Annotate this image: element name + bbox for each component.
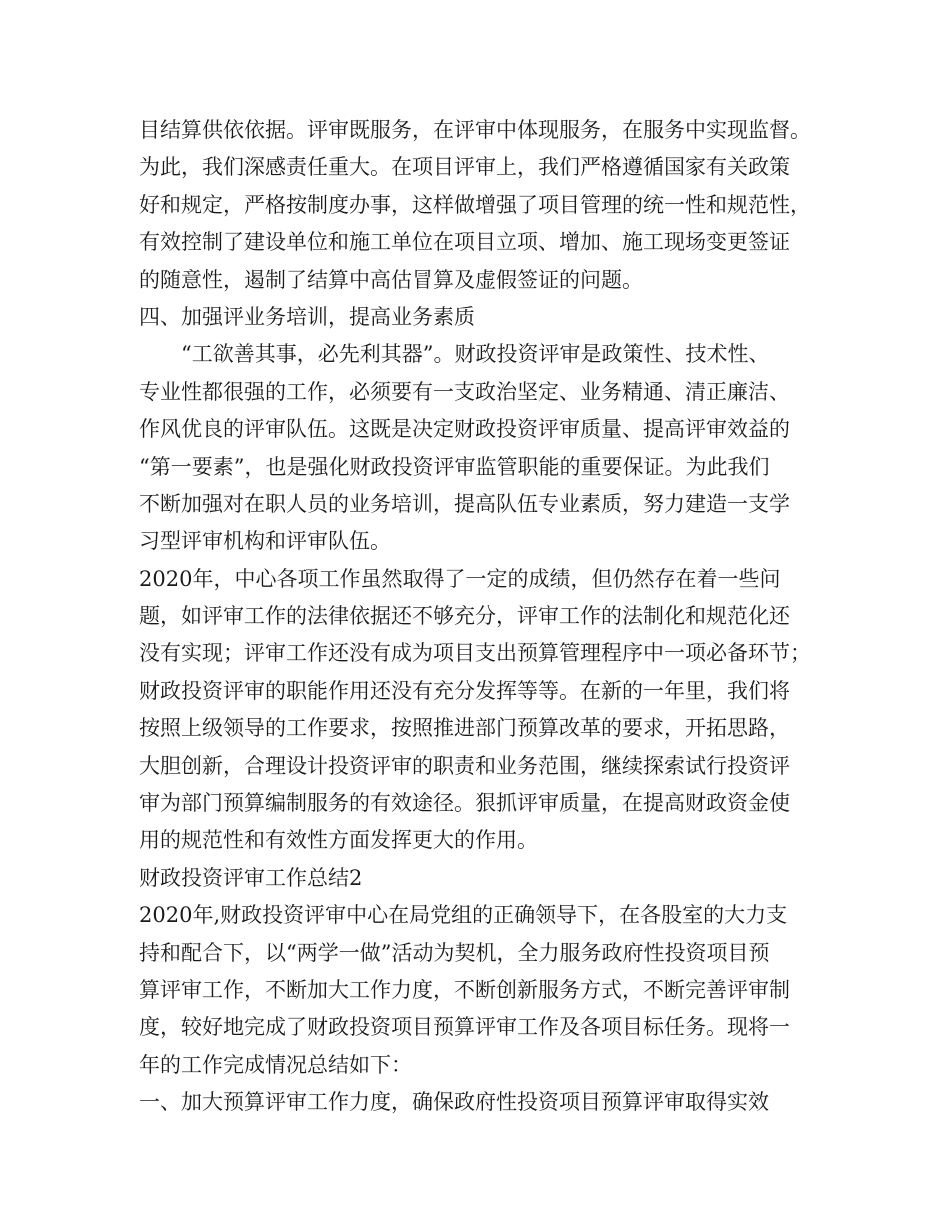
text-line: 算评审工作，不断加大工作力度，不断创新服务方式，不断完善评审制	[139, 977, 790, 1002]
text-line: 有效控制了建设单位和施工单位在项目立项、增加、施工现场变更签证	[139, 230, 790, 255]
text-line: 没有实现；评审工作还没有成为项目支出预算管理程序中一项必备环节；	[139, 641, 811, 666]
text-line: 持和配合下，以“两学一做”活动为契机，全力服务政府性投资项目预	[139, 940, 770, 965]
text-line: 好和规定，严格按制度办事，这样做增强了项目管理的统一性和规范性，	[139, 192, 811, 217]
text-line: 大胆创新，合理设计投资评审的职责和业务范围，继续探索试行投资评	[139, 753, 790, 778]
text-line: 目结算供依依据。评审既服务，在评审中体现服务，在服务中实现监督。	[139, 118, 811, 142]
document-body	[139, 112, 829, 1122]
text-line: 2020年，中心各项工作虽然取得了一定的成绩，但仍然存在着一些问	[139, 566, 781, 591]
text-line: 习型评审机构和评审队伍。	[139, 529, 391, 554]
text-line: 按照上级领导的工作要求，按照推进部门预算改革的要求，开拓思路，	[139, 716, 790, 741]
text-line: 题，如评审工作的法律依据还不够充分，评审工作的法制化和规范化还	[139, 604, 790, 629]
text-line: 为此，我们深感责任重大。在项目评审上，我们严格遵循国家有关政策	[139, 155, 790, 180]
text-line: 年的工作完成情况总结如下：	[139, 1052, 412, 1077]
section-heading: 四、加强评业务培训，提高业务素质	[139, 304, 475, 329]
text-line: 作风优良的评审队伍。这既是决定财政投资评审质量、提高评审效益的	[139, 417, 790, 442]
document-title: 财政投资评审工作总结2	[139, 865, 363, 890]
text-line: 不断加强对在职人员的业务培训，提高队伍专业素质，努力建造一支学	[139, 491, 790, 516]
text-line: 财政投资评审的职能作用还没有充分发挥等等。在新的一年里，我们将	[139, 678, 790, 703]
text-line: 2020年,财政投资评审中心在局党组的正确领导下，在各股室的大力支	[139, 903, 788, 928]
text-line: 度，较好地完成了财政投资项目预算评审工作及各项目标任务。现将一	[139, 1015, 790, 1040]
text-line: 专业性都很强的工作，必须要有一支政治坚定、业务精通、清正廉洁、	[139, 379, 790, 404]
text-line: 的随意性，遏制了结算中高估冒算及虚假签证的问题。	[139, 267, 643, 292]
text-line: “工欲善其事，必先利其器”。财政投资评审是政策性、技术性、	[181, 342, 770, 367]
text-line: “第一要素”，也是强化财政投资评审监管职能的重要保证。为此我们	[139, 454, 770, 479]
text-line: 审为部门预算编制服务的有效途径。狠抓评审质量，在提高财政资金使	[139, 791, 790, 816]
section-heading: 一、加大预算评审工作力度，确保政府性投资项目预算评审取得实效	[139, 1090, 769, 1115]
text-line: 用的规范性和有效性方面发挥更大的作用。	[139, 828, 538, 853]
